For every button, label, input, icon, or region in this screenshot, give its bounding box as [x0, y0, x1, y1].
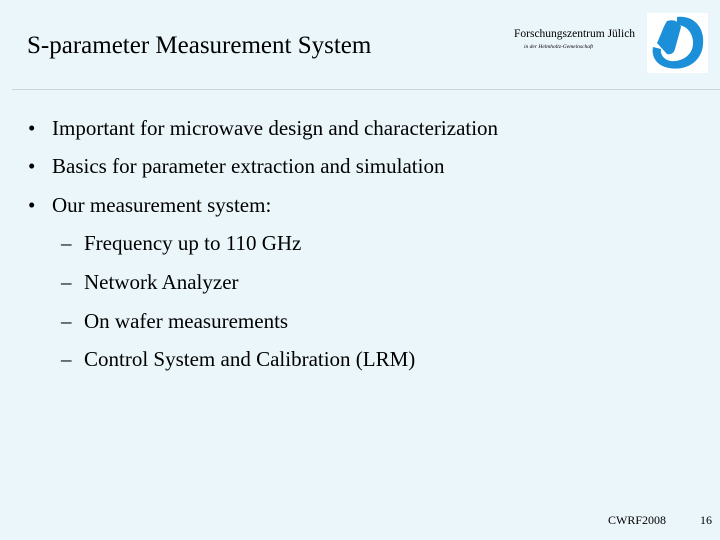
sub-bullet-text: Network Analyzer	[84, 270, 239, 294]
bullet-marker: •	[28, 116, 36, 140]
fz-juelich-logo-icon	[647, 13, 708, 73]
organization-block	[514, 27, 644, 50]
sub-bullet-item	[61, 346, 415, 372]
bullet-item	[28, 153, 444, 179]
bullet-text: Important for microwave design and characterization	[52, 116, 499, 140]
sub-bullet-item	[61, 230, 301, 256]
sub-bullet-marker: –	[61, 347, 72, 371]
bullet-item	[28, 115, 498, 141]
organization-name: Forschungszentrum Jülich	[514, 28, 636, 40]
bullet-marker: •	[28, 193, 36, 217]
bullet-text: Basics for parameter extraction and simulation	[52, 154, 445, 178]
header-divider	[12, 89, 720, 90]
organization-subtitle: in der Helmholtz-Gemeinschaft	[524, 44, 594, 50]
footer-conference: CWRF2008	[608, 513, 667, 527]
sub-bullet-text: On wafer measurements	[84, 309, 289, 333]
bullet-item	[28, 192, 271, 218]
page-number: 16	[700, 513, 712, 527]
sub-bullet-text: Control System and Calibration (LRM)	[84, 347, 416, 371]
sub-bullet-item	[61, 308, 288, 334]
bullet-text: Our measurement system:	[52, 193, 272, 217]
slide-title: S-parameter Measurement System	[27, 32, 372, 59]
sub-bullet-marker: –	[61, 231, 72, 255]
bullet-marker: •	[28, 154, 36, 178]
sub-bullet-item	[61, 269, 239, 295]
sub-bullet-text: Frequency up to 110 GHz	[84, 231, 302, 255]
sub-bullet-marker: –	[61, 270, 72, 294]
sub-bullet-marker: –	[61, 309, 72, 333]
